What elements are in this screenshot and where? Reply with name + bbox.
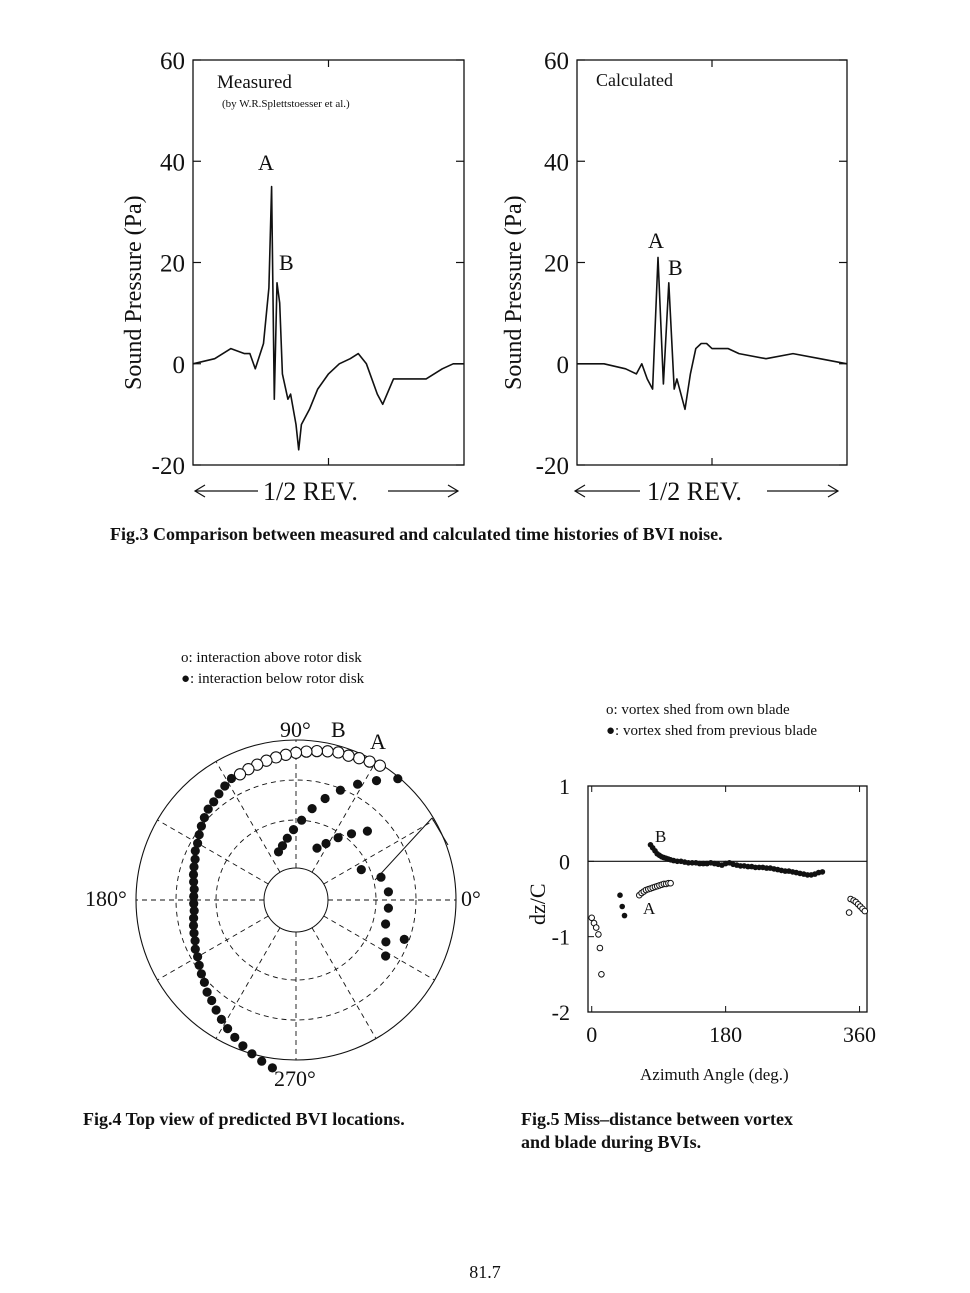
- fig4-angle-270: 270°: [274, 1066, 316, 1091]
- fig3a-ytick-label: 60: [160, 48, 185, 75]
- fig3b-ytick-label: -20: [535, 453, 569, 480]
- fig3a-ytick-label: 20: [160, 250, 185, 278]
- fig5-axes: [552, 774, 876, 1047]
- fig5-point-own-blade: [597, 945, 603, 951]
- fig5-caption-line1: Fig.5 Miss–distance between vortex: [521, 1109, 793, 1129]
- page-number: 81.7: [469, 1262, 501, 1282]
- fig3b-ytick-label: 0: [556, 351, 569, 379]
- fig3b-xlabel: 1/2 REV.: [647, 477, 742, 506]
- fig3-caption: Fig.3 Comparison between measured and calculated time histories of BVI noise.: [110, 524, 723, 544]
- fig5-legend-filled: ●: vortex shed from previous blade: [606, 723, 818, 739]
- fig3a-ytick-label: 40: [160, 149, 185, 177]
- fig4-curve-a-label: A: [370, 729, 386, 754]
- fig4-legend-open: o: interaction above rotor disk: [181, 650, 362, 666]
- fig4-legend-filled: ●: interaction below rotor disk: [181, 671, 365, 687]
- fig3b-ytick-label: 40: [544, 149, 569, 177]
- fig5-point-previous-blade: [619, 904, 625, 910]
- fig5-point-a-label: A: [643, 899, 656, 918]
- fig4-angle-90: 90°: [280, 717, 311, 742]
- fig3a-subtitle: (by W.R.Splettstoesser et al.): [222, 98, 350, 110]
- fig5-point-own-blade: [599, 972, 605, 978]
- fig3b-peak-b-label: B: [668, 255, 683, 280]
- fig3a-peak-b-label: B: [279, 250, 294, 275]
- fig3b-ytick-label: 20: [544, 250, 569, 278]
- fig5-xtick-label: 360: [843, 1022, 877, 1047]
- fig5-point-own-blade: [668, 880, 674, 886]
- fig5-point-previous-blade: [617, 892, 623, 898]
- fig5-ytick-label: -2: [551, 1000, 570, 1025]
- fig3b-ytick-label: 60: [544, 48, 569, 75]
- fig5-caption: [521, 1108, 793, 1154]
- fig5-legend-open: o: vortex shed from own blade: [606, 702, 790, 718]
- fig3a-ylabel: Sound Pressure (Pa): [121, 195, 147, 390]
- fig5-point-previous-blade: [820, 869, 826, 875]
- fig3a-ytick-label: 0: [172, 351, 185, 379]
- fig3b-peak-a-label: A: [648, 228, 664, 253]
- fig5-point-own-blade: [862, 908, 868, 914]
- fig5-ytick-label: -1: [551, 924, 570, 950]
- fig5-xlabel: Azimuth Angle (deg.): [640, 1065, 789, 1084]
- fig5-point-previous-blade: [622, 913, 628, 919]
- fig5-point-b-label: B: [655, 827, 667, 846]
- fig3a-xlabel: 1/2 REV.: [263, 477, 358, 506]
- fig5-point-own-blade: [596, 932, 602, 938]
- fig3a-peak-a-label: A: [258, 150, 274, 175]
- fig5-points: [589, 842, 868, 977]
- fig5-point-own-blade: [846, 910, 852, 916]
- fig3b-ylabel: Sound Pressure (Pa): [501, 195, 527, 390]
- fig5-ylabel: dz/C: [525, 883, 550, 925]
- fig5-point-own-blade: [593, 925, 599, 931]
- fig5-plot-frame: [588, 786, 867, 1012]
- fig3b-title: Calculated: [596, 70, 673, 90]
- fig5-ytick-label: 1: [559, 774, 570, 799]
- fig4-angle-180: 180°: [85, 886, 127, 911]
- fig4-caption: Fig.4 Top view of predicted BVI locations.: [83, 1109, 405, 1129]
- fig5-xtick-label: 0: [586, 1022, 598, 1047]
- fig3a-ytick-label: -20: [151, 453, 185, 480]
- fig5-point-own-blade: [589, 915, 595, 921]
- fig4-curve-b-label: B: [331, 717, 346, 742]
- fig5-xtick-label: 180: [709, 1022, 743, 1047]
- fig3a-title: Measured: [217, 72, 292, 93]
- fig5-caption-line2: and blade during BVIs.: [521, 1132, 702, 1152]
- fig5-ytick-label: 0: [559, 849, 570, 875]
- fig4-angle-0: 0°: [461, 886, 481, 911]
